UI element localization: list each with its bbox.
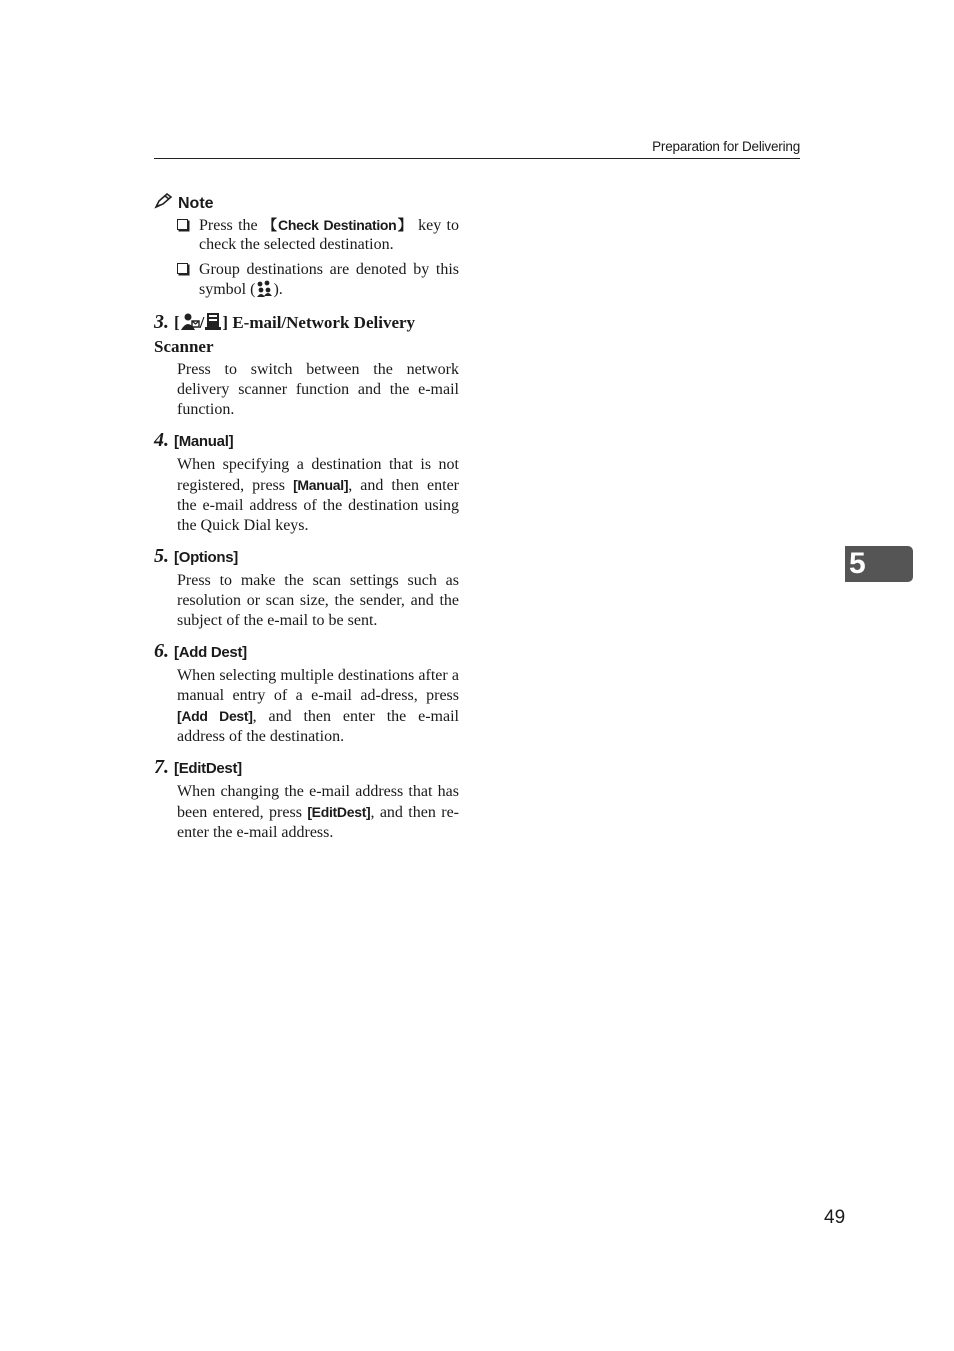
- step-label: [EditDest]: [174, 760, 242, 777]
- note-item: Group destinations are denoted by this symbol ( ).: [177, 260, 459, 302]
- header-rule: [154, 158, 800, 159]
- step-number: 4.: [154, 429, 169, 451]
- step-heading: [154, 641, 459, 663]
- step-add-dest: [154, 641, 459, 747]
- page-content: [154, 193, 459, 843]
- step-label: [Options]: [174, 549, 238, 566]
- step-label: [Manual]: [174, 433, 234, 450]
- network-scanner-icon: [204, 312, 222, 336]
- edit-dest-key: [EditDest]: [307, 804, 371, 820]
- step-description: When specifying a destination that is not registered, press [Manual], and then enter the e-mail address of the destination using the Quick Dial keys.: [177, 456, 459, 534]
- step-options: [154, 546, 459, 631]
- step-edit-dest: [154, 757, 459, 843]
- email-icon: [180, 312, 200, 336]
- step-label: [Add Dest]: [174, 644, 247, 661]
- page-number: 49: [824, 1207, 846, 1228]
- note-item: Press the 【Check Destination】 key to check the selected destination.: [177, 216, 459, 254]
- note-title: Note: [178, 194, 214, 212]
- step-manual: [154, 430, 459, 536]
- chapter-tab: [845, 546, 913, 582]
- step-heading: [154, 430, 459, 452]
- checkbox-bullet-icon: [177, 263, 188, 274]
- step-heading: 3. [ / ] E-mail/Network Delivery Scanner: [154, 311, 416, 356]
- note-heading: [154, 193, 459, 214]
- checkbox-bullet-icon: [177, 219, 188, 230]
- step-heading: [154, 546, 459, 568]
- check-destination-key: 【Check Destination】: [263, 217, 413, 233]
- step-description: When changing the e-mail address that has been entered, press [EditDest], and then re-enter the e-mail address.: [177, 783, 459, 841]
- step-label: E-mail/Network Delivery Scanner: [154, 313, 416, 356]
- step-heading: [154, 757, 459, 779]
- step-email-network-scanner: [154, 312, 459, 420]
- step-number: 5.: [154, 545, 169, 567]
- step-number: 6.: [154, 640, 169, 662]
- note-list: [154, 216, 459, 302]
- pencil-icon: [154, 193, 174, 214]
- add-dest-key: [Add Dest]: [177, 708, 253, 724]
- group-destination-icon: [255, 279, 273, 302]
- step-description: Press to switch between the network delivery scanner function and the e-mail function.: [177, 361, 459, 418]
- manual-key: [Manual]: [293, 477, 349, 493]
- step-number: 7.: [154, 756, 169, 778]
- chapter-number: 5: [849, 547, 866, 580]
- step-description: Press to make the scan settings such as resolution or scan size, the sender, and the subject of the e-mail to be sent.: [177, 572, 459, 629]
- step-number: 3.: [154, 311, 169, 333]
- step-description: When selecting multiple destinations after a manual entry of a e-mail ad-dress, press [Add Dest], and then enter the e-mail address of the destination.: [177, 667, 459, 745]
- running-header: Preparation for Delivering: [652, 139, 800, 154]
